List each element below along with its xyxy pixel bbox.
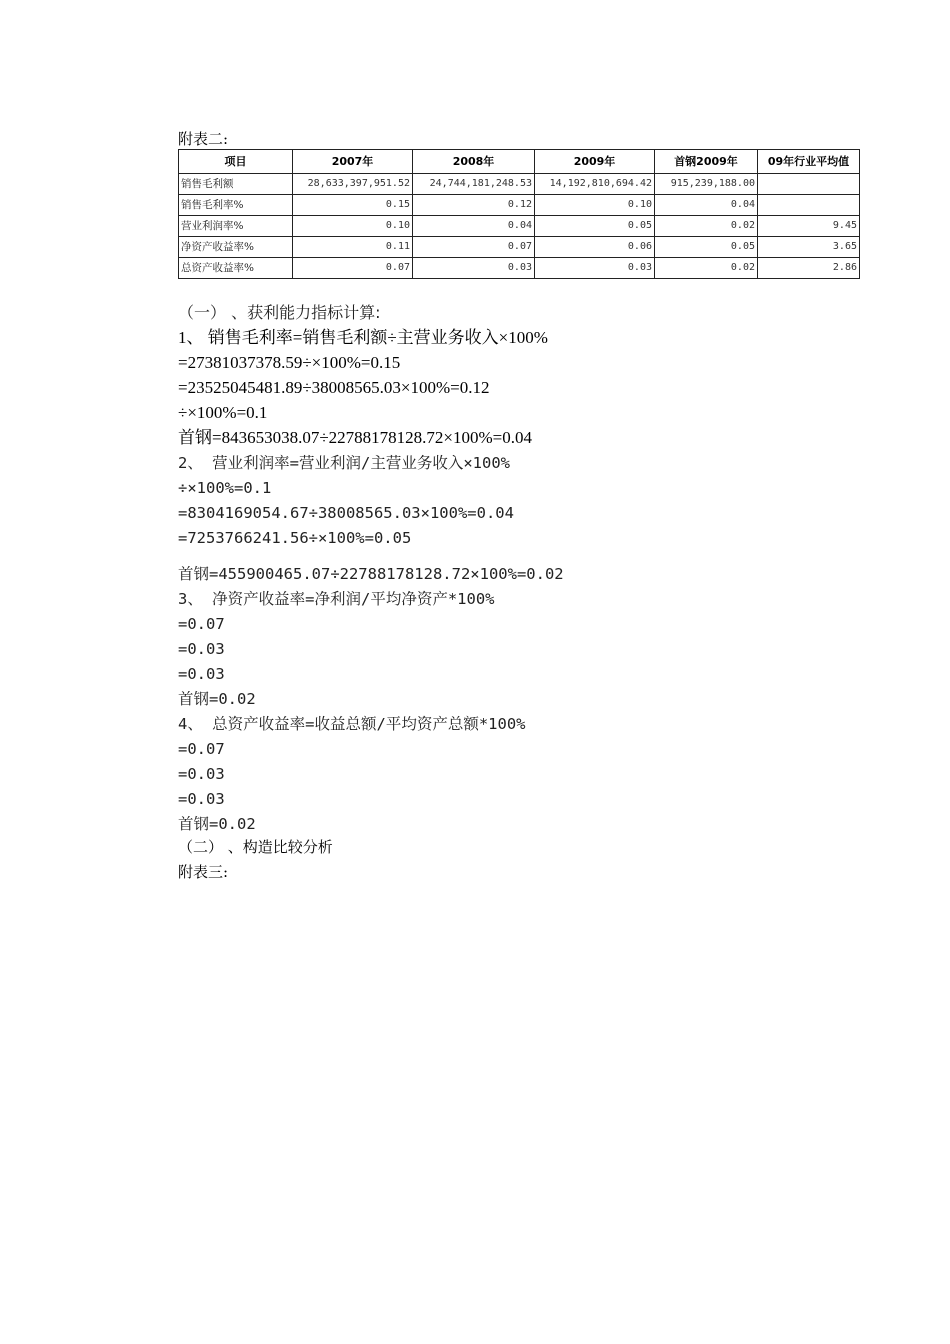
header-item: 项目 [179,150,293,174]
calc-line: =8304169054.67÷38008565.03×100%=0.04 [178,504,514,522]
cell-2007: 28,633,397,951.52 [293,174,413,195]
cell-2007: 0.07 [293,258,413,279]
cell-2007: 0.15 [293,195,413,216]
calc-line: =0.03 [178,765,225,783]
section-1-title: （一） 、获利能力指标计算: [178,303,381,322]
table-row [179,174,860,195]
cell-2009: 0.10 [535,195,655,216]
calc-line: =23525045481.89÷38008565.03×100%=0.12 [178,378,490,397]
formula-roa: 4、 总资产收益率=收益总额/平均资产总额*100% [178,715,526,733]
table-row [179,258,860,279]
cell-shougang: 0.02 [655,216,758,237]
formula-gross-margin: 1、 销售毛利率=销售毛利额÷主营业务收入×100% [178,328,548,347]
cell-industry: 2.86 [758,258,860,279]
appendix-2-label: 附表二: [178,130,229,148]
cell-2008: 24,744,181,248.53 [413,174,535,195]
calc-line: =7253766241.56÷×100%=0.05 [178,529,412,547]
cell-2008: 0.03 [413,258,535,279]
cell-shougang: 0.05 [655,237,758,258]
calc-line: 首钢=843653038.07÷22788178128.72×100%=0.04 [178,428,533,447]
cell-industry: 3.65 [758,237,860,258]
calc-line: =0.03 [178,665,225,683]
cell-2009: 0.03 [535,258,655,279]
table-row [179,195,860,216]
table-row [179,216,860,237]
row-label: 销售毛利额 [179,174,293,195]
row-label: 总资产收益率% [179,258,293,279]
section-2-title: （二） 、构造比较分析 [178,838,333,856]
cell-2008: 0.04 [413,216,535,237]
calc-line: 首钢=455900465.07÷22788178128.72×100%=0.02 [178,565,564,583]
calc-line: 首钢=0.02 [178,690,256,708]
header-2008: 2008年 [413,150,535,174]
row-label: 销售毛利率% [179,195,293,216]
cell-2009: 0.05 [535,216,655,237]
header-shougang-2009: 首钢2009年 [655,150,758,174]
cell-2007: 0.11 [293,237,413,258]
table-row [179,237,860,258]
cell-2008: 0.07 [413,237,535,258]
cell-industry: 9.45 [758,216,860,237]
calc-line: =0.07 [178,740,225,758]
cell-2008: 0.12 [413,195,535,216]
calc-line: =0.07 [178,615,225,633]
profitability-table [178,149,860,279]
formula-roe: 3、 净资产收益率=净利润/平均净资产*100% [178,590,495,608]
profitability-table-container [178,149,859,279]
cell-2009: 0.06 [535,237,655,258]
cell-industry [758,174,860,195]
formula-operating-margin: 2、 营业利润率=营业利润/主营业务收入×100% [178,454,510,472]
table-header-row [179,150,860,174]
cell-shougang: 0.04 [655,195,758,216]
calc-line: ÷×100%=0.1 [178,479,272,497]
header-2009: 2009年 [535,150,655,174]
header-industry-avg: 09年行业平均值 [758,150,860,174]
cell-industry [758,195,860,216]
calc-line: =0.03 [178,640,225,658]
header-2007: 2007年 [293,150,413,174]
calc-line: ÷×100%=0.1 [178,403,268,422]
cell-2007: 0.10 [293,216,413,237]
row-label: 净资产收益率% [179,237,293,258]
cell-shougang: 915,239,188.00 [655,174,758,195]
row-label: 营业利润率% [179,216,293,237]
cell-2009: 14,192,810,694.42 [535,174,655,195]
calc-line: =27381037378.59÷×100%=0.15 [178,353,401,372]
calc-line: =0.03 [178,790,225,808]
cell-shougang: 0.02 [655,258,758,279]
calc-line: 首钢=0.02 [178,815,256,833]
appendix-3-label: 附表三: [178,863,229,881]
